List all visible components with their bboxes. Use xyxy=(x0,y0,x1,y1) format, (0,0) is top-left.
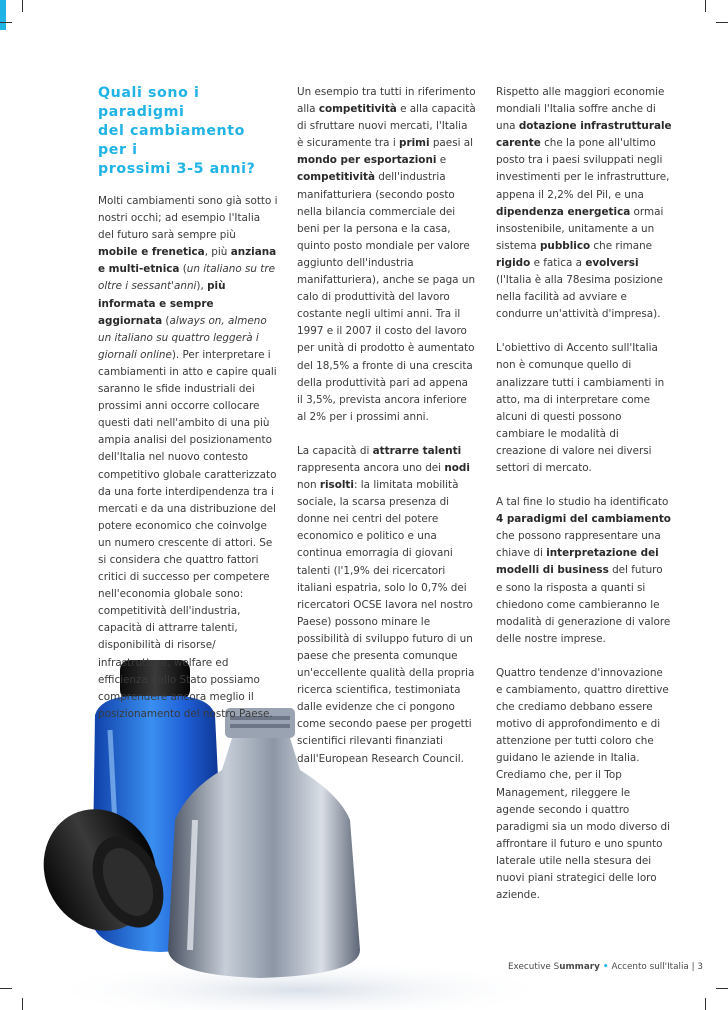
bold-text: interpretazione dei modelli di business xyxy=(496,547,659,577)
text-column-2 xyxy=(297,84,477,785)
text-run: paesi al xyxy=(429,137,474,150)
column-paragraphs xyxy=(496,84,672,904)
bold-text: attrarre talenti xyxy=(372,444,462,457)
page-footer xyxy=(508,962,703,972)
text-column-1 xyxy=(98,84,278,740)
text-run: (l'Italia è alla 78esima posizione nella facilità ad avviare e condurre un'attività d'impresa). xyxy=(496,274,663,321)
heading-line: prossimi 3-5 anni? xyxy=(98,161,256,177)
heading-line: Quali sono i paradigmi xyxy=(98,85,200,120)
text-run: dell'industria manifatturiera (secondo posto nella bilancia commerciale dei beni per la persona e la casa, quinto posto mondiale per valore aggiunto dell'industria manifatturiera), anche se paga un calo di produttività del lavoro costante negli ultimi anni. Tra il 1997 e il 2007 il costo del lavoro per unità di prodotto è aumentato del 18,5% a fronte di una crescita della produttività pari ad appena il 3,5%, prevista ancora inferiore al 2% per i prossimi anni. xyxy=(297,171,476,423)
bold-text: rigido xyxy=(496,256,531,269)
paragraph xyxy=(496,494,672,648)
paragraph xyxy=(496,84,672,323)
bold-text: competitività xyxy=(297,171,375,184)
text-run: : la limitata mobilità sociale, la scarsa presenza di donne nei centri del potere economico e politico e una continua emorragia di giovani talenti (l'1,9% dei ricercatori italiani espatria, solo lo 0,7% dei ricercatori OCSE lavora nel nostro Paese) possono minare le possibilità di sviluppo futuro di un paese che presenta comunque un'eccellente qualità della propria ricerca scientifica, testimoniata dalle evidenze che ci pongono come secondo paese per progetti scientifici rilevanti finanziati dall'European Research Council. xyxy=(297,479,475,765)
text-run: ( xyxy=(162,314,170,327)
text-run: rappresenta ancora uno dei xyxy=(297,461,445,474)
crop-mark xyxy=(705,0,706,12)
bold-text: 4 paradigmi del cambiamento xyxy=(496,513,671,526)
bold-text: primi xyxy=(399,137,430,150)
bold-text: nodi xyxy=(444,461,470,474)
crop-mark xyxy=(0,22,12,23)
bold-text: dotazione infrastrutturale carente xyxy=(496,120,672,150)
italic-text: always on, almeno un italiano su quattro leggerà i giornali online xyxy=(98,314,267,361)
heading-line: del cambiamento per i xyxy=(98,123,245,158)
text-run: del futuro e sono la risposta a quanti si chiedono come cambieranno le modalità di generazione di valore delle nostre imprese. xyxy=(496,564,671,645)
italic-text: un italiano su tre oltre i sessant'anni xyxy=(98,263,276,293)
bold-text: evolversi xyxy=(585,256,639,269)
footer-title-bold: ummary xyxy=(559,962,600,972)
bold-text: risolti xyxy=(319,479,354,492)
footer-page-ref: Accento sull'Italia | 3 xyxy=(611,962,703,972)
bold-text: mobile e frenetica xyxy=(98,246,205,259)
footer-title-start: Executive S xyxy=(508,962,560,972)
text-run: che possono rappresentare una chiave di xyxy=(496,530,661,560)
text-run: L'obiettivo di Accento sull'Italia non è comunque quello di analizzare tutti i cambiamenti in atto, ma di interpretare come alcuni di questi possono cambiare le modalità di creazione di valore nei diversi settori di mercato. xyxy=(496,342,665,474)
paragraph xyxy=(496,340,672,477)
text-run: La capacità di xyxy=(297,444,373,457)
text-run: non xyxy=(297,479,320,492)
text-run: Quattro tendenze d'innovazione e cambiamento, quattro direttive che crediamo debbano essere motivo di approfondimento e di attenzione per tutti coloro che guidano le aziende in Italia. Crediamo che, per il Top Management, rileggere le agende secondo i quattro paradigmi sia un modo diverso di affrontare il futuro e uno spunto laterale utile nella stesura dei nuovi piani strategici delle loro aziende. xyxy=(496,666,671,902)
paragraph xyxy=(496,665,672,904)
bold-text: competitività xyxy=(318,103,397,116)
crop-mark xyxy=(22,0,23,12)
bold-text: pubblico xyxy=(539,239,591,252)
paragraph xyxy=(297,84,477,426)
text-run: A tal fine lo studio ha identificato xyxy=(496,496,669,509)
bold-text: mondo per esportazioni xyxy=(297,154,437,167)
bold-text: anziana e multi-etnica xyxy=(98,246,277,276)
paragraph xyxy=(98,193,278,723)
paragraph xyxy=(297,443,477,768)
text-run: e xyxy=(436,154,447,167)
bold-text: più informata e sempre aggiornata xyxy=(98,280,226,327)
text-run: ormai insostenibile, unitamente a un sistema xyxy=(496,205,664,252)
text-run: che rimane xyxy=(590,239,653,252)
text-run: e alla capacità di sfruttare nuovi mercati, l'Italia è sicuramente tra i xyxy=(297,103,476,150)
text-run: che la pone all'ultimo posto tra i paesi sviluppati negli investimenti per le infrastrutture, appena il 2,2% del Pil, e una xyxy=(496,137,670,201)
section-heading xyxy=(98,84,278,179)
column-paragraphs xyxy=(297,84,477,768)
accent-bar xyxy=(0,0,6,30)
text-run: e fatica a xyxy=(530,256,586,269)
text-column-3 xyxy=(496,84,672,921)
text-run: Rispetto alle maggiori economie mondiali l'Italia soffre anche di una xyxy=(496,86,665,133)
text-run: Molti cambiamenti sono già sotto i nostri occhi; ad esempio l'Italia del futuro sarà sempre più xyxy=(98,195,278,242)
text-run: Un esempio tra tutti in riferimento alla xyxy=(297,86,476,116)
text-run: , più xyxy=(204,246,231,259)
footer-separator: • xyxy=(602,962,609,972)
text-run: ), xyxy=(196,280,208,293)
text-run: ). Per interpretare i cambiamenti in atto e capire quali saranno le sfide industriali dei prossimi anni occorre collocare questi dati nell'ambito di una più ampia analisi del posizionamento dell'Italia nel nuovo contesto competitivo globale caratterizzato da una forte interdipendenza tra i mercati e da una distribuzione del potere economico che coinvolge un numero crescente di attori. Se si considera che quattro fattori critici di successo per competere nell'economia globale sono: competitività dell'industria, capacità di attrarre talenti, disponibilità di risorse/ infrastrutture, welfare ed efficienza dello Stato possiamo comprendere ancora meglio il posizionamento del nostro Paese. xyxy=(98,348,277,720)
column-paragraphs xyxy=(98,193,278,723)
crop-mark xyxy=(716,22,728,23)
bold-text: dipendenza energetica xyxy=(496,205,631,218)
text-run: ( xyxy=(179,263,187,276)
